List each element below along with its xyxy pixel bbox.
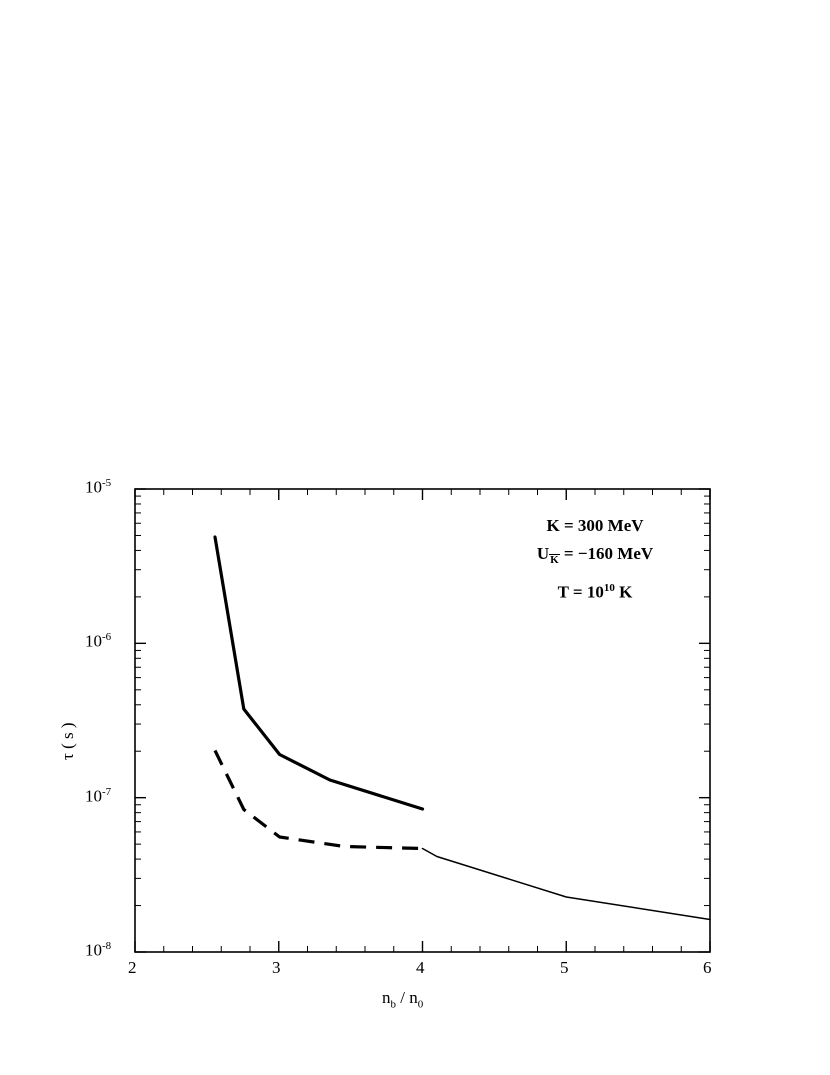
annotation-line-T <box>470 574 720 607</box>
annotation-line-U <box>470 540 720 574</box>
x-axis-title <box>382 988 423 1010</box>
x-tick-label-5: 5 <box>560 958 569 977</box>
x-axis-title-sub-0: 0 <box>417 998 424 1011</box>
y-tick-label-1e-6 <box>85 631 111 652</box>
y-tick-mantissa: 10 <box>85 940 102 960</box>
x-tick-label-6: 6 <box>703 958 712 977</box>
y-tick-label-1e-8 <box>85 940 111 961</box>
x-axis-title-sub-b: b <box>390 998 396 1011</box>
y-tick-exponent: -6 <box>102 631 112 643</box>
annotation-T: T = 10 <box>557 583 604 603</box>
y-tick-mantissa: 10 <box>85 786 102 806</box>
annotation-line-K: K = 300 MeV <box>546 516 644 535</box>
x-tick-label-4: 4 <box>416 958 425 977</box>
x-tick-label-2: 2 <box>128 958 137 977</box>
y-tick-mantissa: 10 <box>85 477 102 497</box>
series-solid-thin-tail <box>423 849 711 920</box>
annotation-U-value: = −160 MeV <box>559 544 654 563</box>
y-tick-label-1e-7 <box>85 786 111 807</box>
y-tick-exponent: -5 <box>102 477 112 489</box>
annotation-Kbar: K <box>550 554 559 567</box>
annotation-block <box>470 512 720 607</box>
y-axis-title: τ ( s ) <box>58 722 77 760</box>
y-tick-mantissa: 10 <box>85 631 102 651</box>
y-tick-exponent: -7 <box>102 786 112 798</box>
x-axis-title-divider: / n <box>396 988 418 1007</box>
x-tick-label-3: 3 <box>272 958 281 977</box>
series-solid-thick-upper <box>215 537 423 809</box>
y-tick-exponent: -8 <box>102 940 112 952</box>
x-axis-title-n: n <box>382 988 391 1007</box>
y-tick-label-1e-5 <box>85 477 111 498</box>
annotation-U: U <box>536 544 550 563</box>
annotation-T-unit: K <box>614 583 633 603</box>
annotation-T-exponent: 10 <box>603 582 615 595</box>
